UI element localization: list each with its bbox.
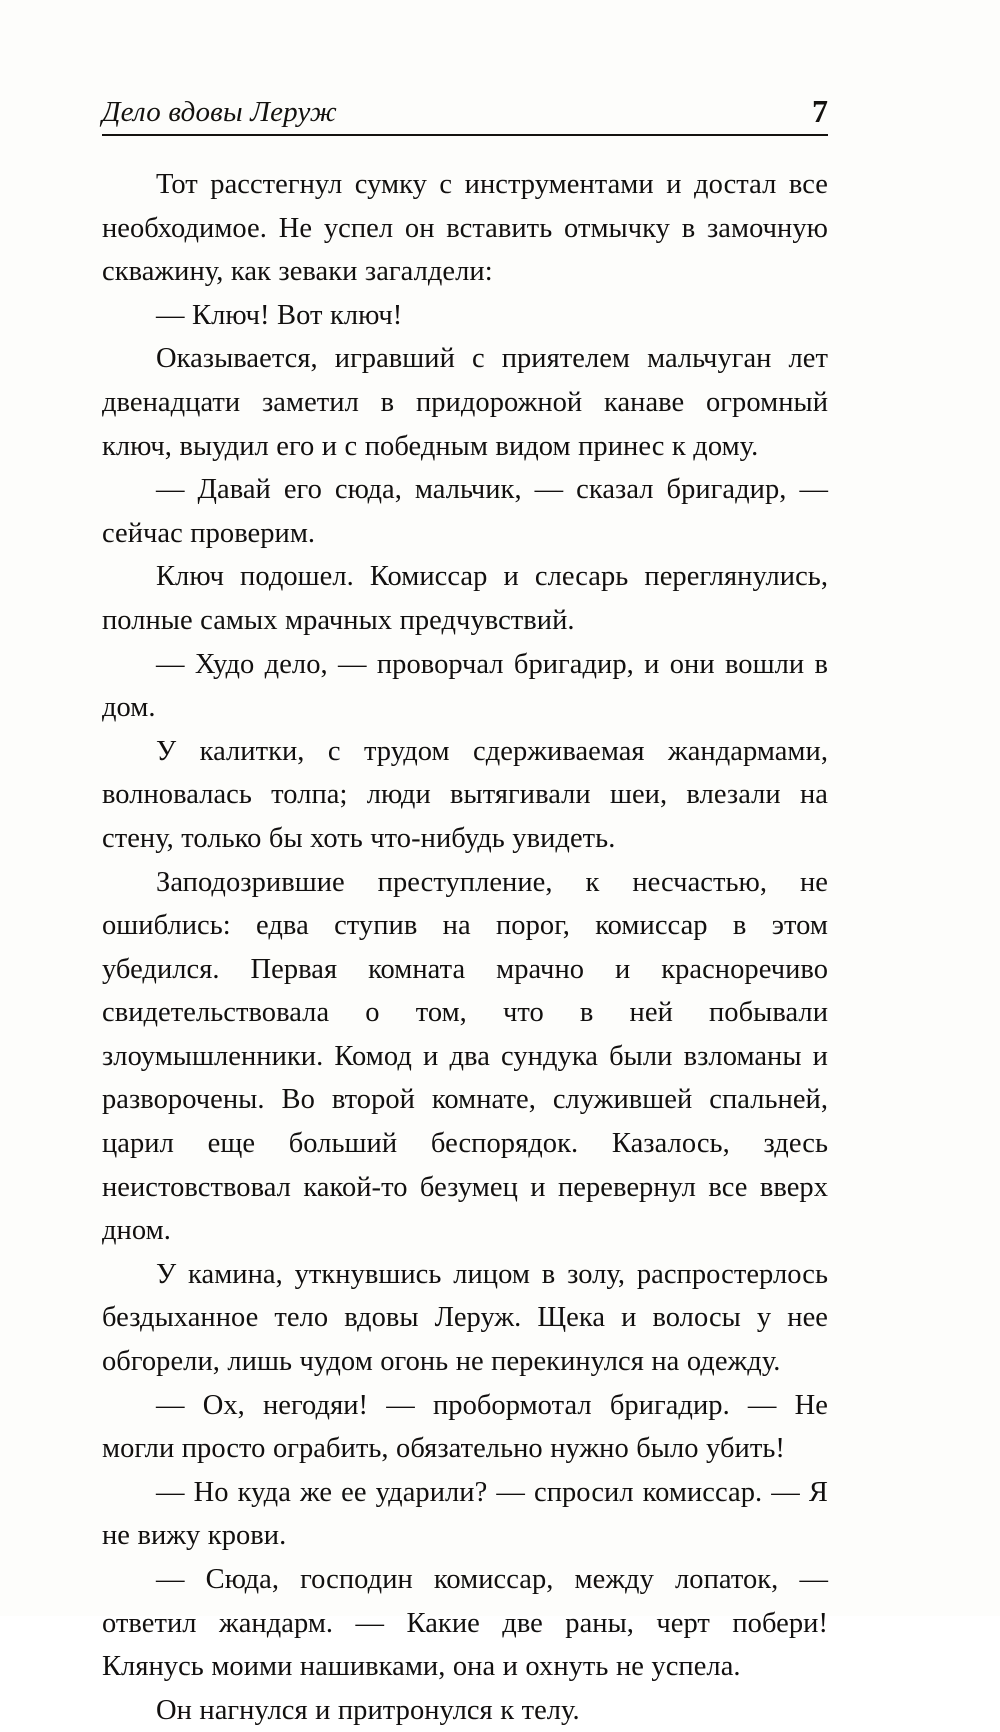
paragraph: У калитки, с трудом сдерживаемая жандармами, волновалась толпа; люди вытягивали шеи, влезали на стену, только бы хоть что-нибудь увидеть. — [102, 735, 828, 854]
paragraph-dialogue: — Худо дело, — проворчал бригадир, и они вошли в дом. — [102, 648, 828, 724]
paragraph-dialogue: — Давай его сюда, мальчик, — сказал бригадир, — сейчас проверим. — [102, 474, 828, 549]
paragraph: Он нагнулся и притронулся к телу. — [156, 1694, 580, 1726]
body-text — [102, 163, 828, 1732]
page-content — [102, 95, 828, 1732]
paragraph-dialogue: — Сюда, господин комиссар, между лопаток, — ответил жандарм. — Какие две раны, черт побери! Клянусь моими нашивками, она и охнуть не успела. — [102, 1564, 828, 1683]
paragraph-dialogue: — Ох, негодяи! — пробормотал бригадир. — Не могли просто ограбить, обязательно нужно было убить! — [102, 1389, 828, 1465]
page-number: 7 — [812, 93, 828, 129]
paragraph: Оказывается, игравший с приятелем мальчуган лет двенадцати заметил в придорожной канаве огромный ключ, выудил его и с победным видом принес к дому. — [102, 343, 828, 462]
paragraph-dialogue: — Ключ! Вот ключ! — [156, 299, 403, 331]
paragraph-dialogue: — Но куда же ее ударили? — спросил комиссар. — Я не вижу крови. — [102, 1476, 828, 1552]
paragraph: Тот расстегнул сумку с инструментами и достал все необходимое. Не успел он вставить отмычку в замочную скважину, как зеваки загалдели: — [102, 169, 828, 288]
paragraph: У камина, уткнувшись лицом в золу, распростерлось бездыханное тело вдовы Леруж. Щека и волосы у нее обгорели, лишь чудом огонь не перекинулся на одежду. — [102, 1258, 828, 1378]
paragraph: Заподозрившие преступление, к несчастью, не ошиблись: едва ступив на порог, комиссар в этом убедился. Первая комната мрачно и красноречиво свидетельствовала о том, что в ней побывали злоумышленники. Комод и два сундука были взломаны и разворочены. Во второй комнате, служившей спальней, царил еще больший беспорядок. Казалось, здесь неистовствовал какой-то безумец и перевернул все вверх дном. — [102, 866, 828, 1247]
paragraph: Ключ подошел. Комиссар и слесарь переглянулись, полные самых мрачных предчувствий. — [102, 561, 828, 636]
running-head — [102, 95, 828, 136]
book-title: Дело вдовы Леруж — [102, 96, 337, 128]
